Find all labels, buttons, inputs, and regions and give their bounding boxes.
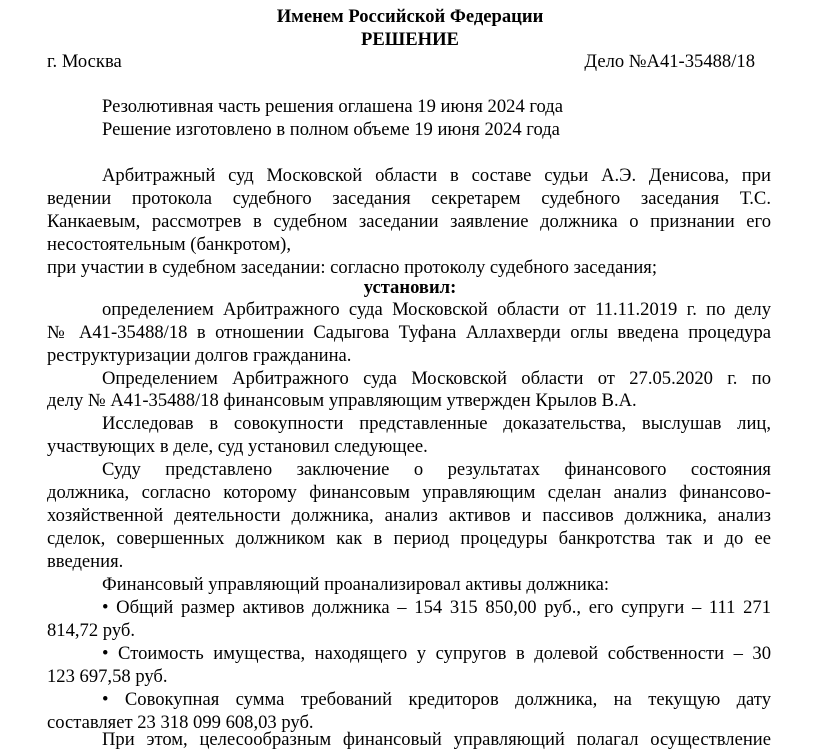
bullet-line: • Совокупная сумма требований кредиторов должника, на текущую дату [102,689,771,710]
intro-line: ведении протокола судебного заседания секретарем судебного заседания Т.С. [47,188,771,209]
bullet-line: 814,72 руб. [47,620,135,641]
decision-heading: РЕШЕНИЕ [361,29,459,50]
document-title: Именем Российской Федерации [276,6,544,27]
intro-line: Арбитражный суд Московской области в составе судьи А.Э. Денисова, при [102,165,771,186]
bullet-line: • Стоимость имущества, находящего у супругов в долевой собственности – 30 [102,643,771,664]
intro-line: несостоятельным (банкротом), [47,234,291,255]
bullet-line: • Общий размер активов должника – 154 315 850,00 руб., его супруги – 111 271 [102,597,771,618]
paragraph-line: введения. [47,551,124,572]
intro-line: Канкаевым, рассмотрев в судебном заседании заявление должника о признании его [47,211,771,232]
bullet-line: 123 697,58 руб. [47,666,168,687]
paragraph-line: делу № А41-35488/18 финансовым управляющим утвержден Крылов В.А. [47,390,637,411]
paragraph-line: должника, согласно которому финансовым управляющим сделан анализ финансово- [47,482,771,503]
established-heading: установил: [363,277,457,298]
paragraph-line: хозяйственной деятельности должника, анализ активов и пассивов должника, анализ [47,505,771,526]
paragraph-line: Финансовый управляющий проанализировал активы должника: [102,574,610,595]
city: г. Москва [47,51,122,72]
paragraph-line: При этом, целесообразным финансовый управляющий полагал осуществление [102,729,771,750]
intro-line: при участии в судебном заседании: согласно протоколу судебного заседания; [47,257,658,278]
paragraph-line: реструктуризации долгов гражданина. [47,345,352,366]
paragraph-line: сделок, совершенных должником как в период процедуры банкротства так и до ее [47,528,771,549]
paragraph-line: Исследовав в совокупности представленные доказательства, выслушав лиц, [102,413,771,434]
resolution-date: Резолютивная часть решения оглашена 19 июня 2024 года [102,96,564,117]
full-decision-date: Решение изготовлено в полном объеме 19 июня 2024 года [102,119,560,140]
case-number: Дело №А41-35488/18 [584,51,755,72]
paragraph-line: определением Арбитражного суда Московской области от 11.11.2019 г. по делу [102,299,771,320]
paragraph-line: участвующих в деле, суд установил следующее. [47,436,428,457]
paragraph-line: № А41-35488/18 в отношении Садыгова Туфана Аллахверди оглы введена процедура [47,322,771,343]
paragraph-line: Суду представлено заключение о результатах финансового состояния [102,459,771,480]
bullet-line: составляет 23 318 099 608,03 руб. [47,712,314,733]
paragraph-line: Определением Арбитражного суда Московской области от 27.05.2020 г. по [102,368,771,389]
